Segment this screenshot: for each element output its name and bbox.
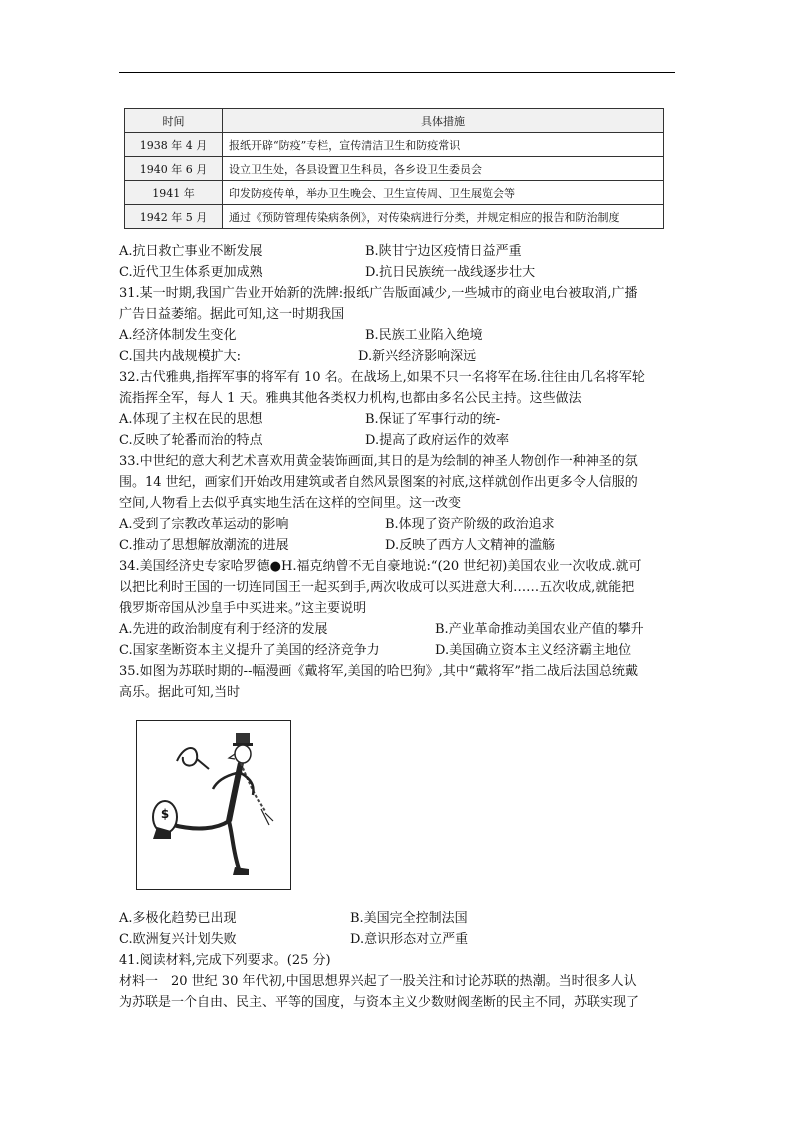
table-header-row [125, 109, 664, 133]
cartoon-drawing [137, 721, 290, 889]
table-row [125, 181, 664, 205]
cartoon-image [136, 720, 291, 890]
q33-option-b: B.体现了资产阶级的政治追求 [385, 517, 555, 532]
q34-option-d: D.美国确立资本主义经济霸主地位 [435, 643, 632, 658]
q31-stem-line: 31.某一时期,我国广告业开始新的洗牌:报纸广告版面减少,一些城市的商业电台被取消,广播 [119, 286, 638, 301]
q33-stem-line: 围。14 世纪，画家们开始改用建筑或者自然风景图案的衬底,这样就创作出更多令人信服的 [119, 475, 638, 490]
q35-stem-line: 高乐。据此可知,当时 [119, 685, 241, 700]
q31-stem-line: 广告日益萎缩。据此可知,这一时期我国 [119, 307, 345, 322]
q32-option-d: D.提高了政府运作的效率 [365, 433, 510, 448]
table-cell-measure: 印发防疫传单，举办卫生晚会、卫生宣传周、卫生展览会等 [223, 181, 664, 205]
q34-option-b: B.产业革命推动美国农业产值的攀升 [435, 622, 644, 637]
table-row [125, 157, 664, 181]
table-cell-measure: 报纸开辟“防疫”专栏，宣传清洁卫生和防疫常识 [223, 133, 664, 157]
q30-option-a: A.抗日救亡事业不断发展 [119, 244, 263, 259]
q35-option-b: B.美国完全控制法国 [350, 911, 468, 926]
q32-option-a: A.体现了主权在民的思想 [119, 412, 263, 427]
q41-material-line: 为苏联是一个自由、民主、平等的国度，与资本主义少数财阀垄断的民主不同，苏联实现了 [119, 995, 640, 1010]
q32-option-b: B.保证了军事行动的统- [365, 412, 501, 427]
q33-stem-line: 33.中世纪的意大利艺术喜欢用黄金装饰画面,其日的是为绘制的神圣人物创作一种神圣的氛 [119, 454, 638, 469]
q34-option-a: A.先进的政治制度有利于经济的发展 [119, 622, 328, 637]
q31-option-b: B.民族工业陷入绝境 [365, 328, 483, 343]
q35-option-d: D.意识形态对立严重 [350, 932, 469, 947]
q35-option-c: C.欧洲复兴计划失败 [119, 932, 237, 947]
q31-option-a: A.经济体制发生变化 [119, 328, 237, 343]
q33-stem-line: 空间,人物看上去似乎真实地生活在这样的空间里。这一改变 [119, 496, 462, 511]
q41-title: 41.阅读材料,完成下列要求。(25 分) [119, 953, 331, 968]
q34-stem-line: 俄罗斯帝国从沙皇手中买进来。”这主要说明 [119, 601, 367, 616]
q31-option-c: C.国共内战规模扩大: [119, 349, 241, 364]
q33-option-d: D.反映了西方人文精神的滥觞 [385, 538, 556, 553]
q34-option-c: C.国家垄断资本主义提升了美国的经济竞争力 [119, 643, 380, 658]
table-cell-time: 1940 年 6 月 [125, 157, 223, 181]
dollar-sign-label: $ [160, 807, 170, 821]
q41-material-line: 材料一 20 世纪 30 年代初,中国思想界兴起了一股关注和讨论苏联的热潮。当时很多人认 [119, 974, 637, 989]
table-header-time: 时间 [125, 109, 223, 133]
q35-option-a: A.多极化趋势已出现 [119, 911, 237, 926]
q35-stem-line: 35.如图为苏联时期的--幅漫画《戴将军,美国的哈巴狗》,其中“戴将军”指二战后法国总统戴 [119, 664, 639, 679]
q30-option-b: B.陕甘宁边区疫情日益严重 [365, 244, 522, 259]
table-cell-time: 1941 年 [125, 181, 223, 205]
q30-option-c: C.近代卫生体系更加成熟 [119, 265, 263, 280]
q31-option-d: D.新兴经济影响深远 [358, 349, 477, 364]
q34-stem-line: 以把比利时王国的一切连同国王一起买到手,两次收成可以买进意大利……五次收成,就能把 [119, 580, 635, 595]
measures-table [124, 108, 664, 229]
table-row [125, 133, 664, 157]
q33-option-c: C.推动了思想解放潮流的进展 [119, 538, 289, 553]
q30-option-d: D.抗日民族统一战线逐步壮大 [365, 265, 536, 280]
q34-stem-line: 34.美国经济史专家哈罗德●H.福克纳曾不无自豪地说:“(20 世纪初)美国农业一次收成.就可 [119, 559, 642, 574]
table-row [125, 205, 664, 229]
table-cell-time: 1938 年 4 月 [125, 133, 223, 157]
q32-option-c: C.反映了轮番而治的特点 [119, 433, 263, 448]
table-header-measures: 具体措施 [223, 109, 664, 133]
table-cell-measure: 通过《预防管理传染病条例》，对传染病进行分类，并规定相应的报告和防治制度 [223, 205, 664, 229]
q33-option-a: A.受到了宗教改革运动的影响 [119, 517, 289, 532]
table-cell-measure: 设立卫生处，各县设置卫生科员，各乡设卫生委员会 [223, 157, 664, 181]
table-cell-time: 1942 年 5 月 [125, 205, 223, 229]
q32-stem-line: 流指挥全军，每人 1 天。雅典其他各类权力机构,也都由多名公民主持。这些做法 [119, 391, 582, 406]
q32-stem-line: 32.古代雅典,指挥军事的将军有 10 名。在战场上,如果不只一名将军在场.往往由几名将军轮 [119, 370, 645, 385]
header-rule [119, 72, 675, 73]
